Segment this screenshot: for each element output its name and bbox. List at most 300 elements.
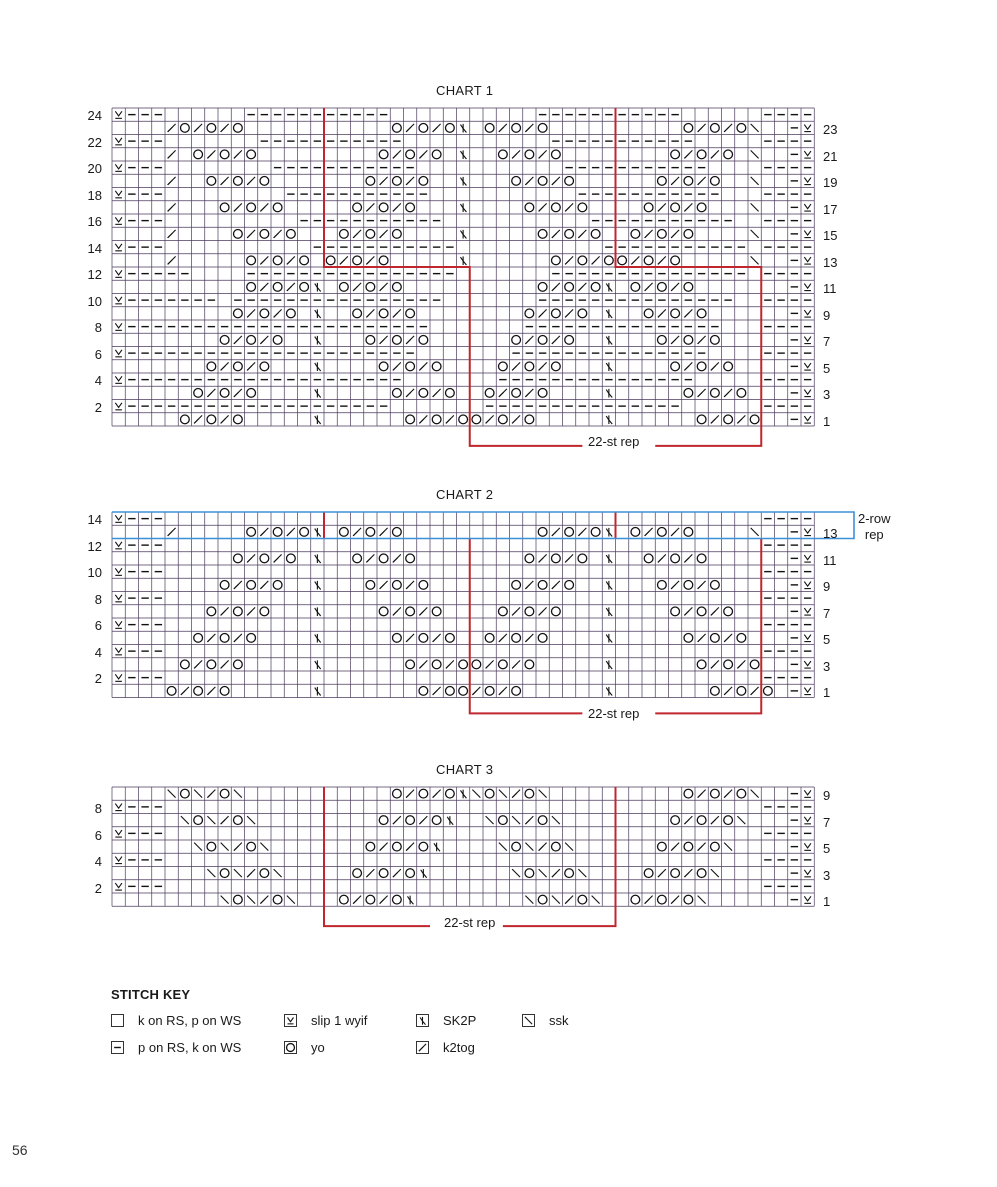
k2tog-icon [539,203,547,211]
yarn-over-icon [658,283,667,292]
row-number: 9 [823,307,831,323]
yarn-over-icon [446,789,455,798]
k2tog-icon [433,634,441,642]
yarn-over-icon [684,895,693,904]
sk2p-icon [407,896,413,905]
yarn-over-icon [671,869,680,878]
yarn-over-icon [247,256,256,265]
k2tog-icon [221,607,229,615]
yarn-over-icon [485,124,494,133]
k2tog-icon [658,869,666,877]
k2tog-icon [512,150,520,158]
yarn-over-icon [419,687,428,696]
k2tog-icon [260,203,268,211]
k2tog-icon [684,203,692,211]
dash-symbol-icon [111,1041,124,1054]
ssk-icon [287,896,295,904]
sk2p-icon [606,687,612,696]
yarn-over-icon [671,150,680,159]
slip-wyif-icon [804,688,811,695]
yarn-over-icon [234,177,243,186]
k2tog-icon [698,336,706,344]
yarn-over-icon [234,895,243,904]
k2tog-icon [711,415,719,423]
ssk-icon [552,896,560,904]
k2tog-icon [393,362,401,370]
sk2p-icon [315,389,321,398]
yarn-over-icon [671,607,680,616]
yarn-over-icon [658,528,667,537]
slip-wyif-icon [115,542,122,549]
k2tog-icon [168,203,176,211]
row-number: 1 [823,413,831,429]
slip-wyif-icon [804,582,811,589]
yarn-over-icon [273,203,282,212]
ssk-icon [234,790,242,798]
slip-wyif-icon [804,635,811,642]
row-number: 15 [823,228,838,243]
k2tog-icon [658,554,666,562]
row-number: 2 [94,671,102,686]
yarn-over-icon [525,309,534,318]
k2tog-icon [724,790,732,798]
sk2p-icon [315,634,321,643]
row-number: 8 [94,801,102,816]
slip-wyif-icon [115,403,122,410]
yarn-over-icon [525,607,534,616]
yarn-over-icon [393,389,402,398]
k2tog-icon [539,554,547,562]
yarn-over-icon [525,660,534,669]
yarn-over-icon [737,634,746,643]
yarn-over-icon [393,581,402,590]
yarn-over-icon [711,389,720,398]
sk2p-icon [606,389,612,398]
k2tog-icon [525,634,533,642]
k2tog-icon [565,309,573,317]
yarn-over-icon [499,415,508,424]
yarn-over-icon [671,362,680,371]
k2tog-icon [406,389,414,397]
k2tog-icon [658,309,666,317]
yarn-over-icon [512,389,521,398]
yarn-over-icon [393,528,402,537]
yarn-over-icon [406,415,415,424]
row-number: 3 [823,387,831,402]
yarn-over-icon [591,230,600,239]
yarn-over-icon [446,687,455,696]
k2tog-icon [565,554,573,562]
yarn-over-icon [750,415,759,424]
ssk-icon [168,790,176,798]
yarn-over-icon [234,554,243,563]
yarn-over-icon [737,124,746,133]
stitch-key-item [284,1013,367,1028]
row-number: 3 [823,867,831,883]
yarn-over-icon [538,816,547,825]
k2tog-icon [552,230,560,238]
yarn-over-icon [247,842,256,851]
ssk-symbol-icon [522,1014,535,1027]
row-number: 10 [87,565,102,580]
ssk-icon [499,790,507,798]
yarn-over-icon [326,256,335,265]
k2tog-icon [393,869,401,877]
ssk-icon [512,816,520,824]
k2tog-icon [539,362,547,370]
ssk-icon [565,843,573,851]
k2tog-icon [287,283,295,291]
yarn-over-icon [552,309,561,318]
k2tog-icon [168,256,176,264]
k2tog-icon [512,415,520,423]
yarn-over-icon [684,283,693,292]
yarn-over-icon [578,554,587,563]
slip-wyif-icon [115,323,122,330]
k2tog-icon [194,124,202,132]
yarn-over-icon [406,362,415,371]
yarn-over-icon [684,230,693,239]
k2tog-icon [684,362,692,370]
ssk-icon [260,843,268,851]
yarn-over-icon [671,203,680,212]
chart-1-title: CHART 1 [436,83,494,98]
yarn-over-icon [684,177,693,186]
k2tog-icon [247,230,255,238]
yarn-over-icon [697,150,706,159]
yarn-over-icon [366,842,375,851]
yarn-over-icon [379,150,388,159]
yarn-over-icon [644,309,653,318]
stitch-key-item [111,1013,241,1028]
ssk-icon [194,843,202,851]
k2tog-icon [698,581,706,589]
k2tog-icon [207,790,215,798]
yarn-over-icon [724,816,733,825]
yarn-over-icon [393,842,402,851]
row-number: 23 [823,122,838,137]
row-repeat-line-1: 2-row [858,511,891,526]
k2tog-icon [578,283,586,291]
k2tog-icon [181,687,189,695]
k2tog-icon [525,177,533,185]
ssk-icon [592,896,600,904]
k2tog-icon [499,634,507,642]
k2tog-icon [711,150,719,158]
yarn-over-icon [194,150,203,159]
stitch-key-item [416,1013,476,1028]
k2tog-icon [499,687,507,695]
k2tog-icon [552,177,560,185]
k2tog-icon [658,256,666,264]
k2tog-icon [366,309,374,317]
k2tog-icon [221,177,229,185]
k2tog-icon [380,528,388,536]
yarn-over-icon [512,842,521,851]
yarn-over-icon [220,336,229,345]
k2tog-icon [525,581,533,589]
yarn-over-icon [353,869,362,878]
yarn-over-icon [353,309,362,318]
row-number: 6 [94,346,102,362]
yarn-over-icon [432,150,441,159]
row-number: 7 [823,605,831,621]
ssk-icon [525,896,533,904]
yarn-over-icon [247,389,256,398]
k2tog-icon [419,1044,426,1051]
yarn-over-icon [538,528,547,537]
k2tog-icon [552,283,560,291]
k2tog-icon [168,230,176,238]
yarn-over-icon [485,634,494,643]
yarn-over-icon [220,687,229,696]
yarn-over-icon [499,150,508,159]
slip-wyif-icon [804,257,811,264]
row-number: 11 [823,552,837,568]
chart-1-grid [112,108,816,448]
yarn-over-icon [552,554,561,563]
k2tog-icon [287,256,295,264]
k2tog-icon [645,283,653,291]
sk2p-icon [315,687,321,696]
ssk-icon [751,230,759,238]
yarn-over-icon [220,389,229,398]
yarn-over-icon [234,309,243,318]
k2tog-icon [433,687,441,695]
sk2p-icon [460,150,466,159]
yarn-over-icon [419,634,428,643]
yarn-over-icon [565,283,574,292]
k2tog-icon [406,634,414,642]
k2tog-icon [724,634,732,642]
yarn-over-icon [485,789,494,798]
yarn-over-icon [181,415,190,424]
k2tog-icon [380,177,388,185]
yarn-over-icon [750,660,759,669]
k2tog-icon [684,816,692,824]
yarn-over-icon [591,528,600,537]
row-number: 4 [94,373,102,388]
stitch-key-item [284,1040,325,1055]
row-number: 2 [94,880,102,896]
k2tog-icon [234,203,242,211]
yarn-over-icon [432,607,441,616]
slip-wyif-icon [115,804,122,811]
yarn-over-icon [194,687,203,696]
yarn-over-icon [525,789,534,798]
slip-wyif-icon [115,350,122,357]
sk2p-icon [606,528,612,537]
ssk-icon [525,1017,532,1024]
yarn-over-icon [552,842,561,851]
ssk-icon [737,816,745,824]
yarn-over-icon [220,581,229,590]
row-number: 20 [87,161,102,176]
sk2p-icon [315,660,321,669]
yarn-over-icon [697,415,706,424]
slip-wyif-icon [288,1018,294,1024]
yarn-over-icon [644,203,653,212]
yarn-over-icon [631,230,640,239]
row-number: 12 [87,267,102,282]
row-number: 9 [823,579,831,594]
yarn-over-icon [194,634,203,643]
yarn-over-icon [538,634,547,643]
k2tog-icon [724,687,732,695]
yarn-over-icon [658,842,667,851]
yarn-over-icon [684,389,693,398]
sk2p-icon [460,230,466,239]
k2tog-icon [671,283,679,291]
k2tog-icon [419,362,427,370]
row-number: 4 [94,644,102,660]
sk2p-icon [315,528,321,537]
yarn-over-icon [247,581,256,590]
yarn-over-icon [432,415,441,424]
yarn-over-icon [538,895,547,904]
slip-wyif-icon [804,390,811,397]
k2tog-icon [472,687,480,695]
yarn-over-icon [711,687,720,696]
yarn-over-icon [194,816,203,825]
k2tog-icon [711,607,719,615]
k2tog-icon [645,528,653,536]
k2tog-icon [366,869,374,877]
sk2p-icon [421,869,427,878]
yarn-over-icon [379,203,388,212]
row-number: 10 [87,293,102,309]
k2tog-icon [565,203,573,211]
yarn-over-icon [300,283,309,292]
yarn-over-icon [459,660,468,669]
k2tog-icon [684,869,692,877]
k2tog-icon [539,607,547,615]
k2tog-icon [512,790,520,798]
k2tog-icon [260,528,268,536]
sk2p-icon [315,607,321,616]
ssk-icon [539,790,547,798]
ssk-icon [751,256,759,264]
yarn-over-icon [366,895,375,904]
yarn-over-icon [220,869,229,878]
yarn-over-icon [565,336,574,345]
yarn-over-icon [684,789,693,798]
k2tog-icon [737,660,745,668]
yarn-over-icon [684,842,693,851]
sk2p-symbol-icon [416,1014,429,1027]
yarn-over-icon [366,177,375,186]
yarn-over-icon [340,528,349,537]
grid-lines [112,512,814,698]
k2tog-icon [393,150,401,158]
yarn-over-icon [711,336,720,345]
k2tog-icon [393,203,401,211]
slip-wyif-icon [804,843,811,850]
yarn-over-icon [499,607,508,616]
row-number: 14 [87,240,102,256]
yarn-over-icon [419,389,428,398]
yarn-over-icon [260,554,269,563]
k2tog-icon [724,389,732,397]
yarn-over-icon [419,177,428,186]
yarn-over-icon [432,362,441,371]
yarn-over-icon [379,869,388,878]
k2tog-icon [168,150,176,158]
k2tog-icon [247,177,255,185]
yarn-over-icon [472,415,481,424]
yarn-over-icon [512,124,521,133]
k2tog-icon [446,415,454,423]
yarn-over-icon [658,581,667,590]
yarn-over-icon [194,389,203,398]
k2tog-icon [380,581,388,589]
yarn-over-icon [260,362,269,371]
k2tog-icon [525,389,533,397]
yarn-over-icon [697,203,706,212]
yarn-over-icon [419,789,428,798]
slip-wyif-icon [115,376,122,383]
yarn-over-icon [207,124,216,133]
yarn-over-icon [711,842,720,851]
yarn-over-icon [393,124,402,133]
k2tog-icon [366,256,374,264]
sk2p-icon [606,283,612,292]
k2tog-icon [353,283,361,291]
row-number: 5 [823,360,831,376]
yarn-over-icon [684,124,693,133]
k2tog-icon [168,528,176,536]
ssk-icon [698,896,706,904]
yarn-over-icon [340,283,349,292]
yarn-over-icon [724,415,733,424]
yarn-over-icon [499,660,508,669]
k2tog-icon [393,309,401,317]
ssk-icon [247,816,255,824]
yarn-over-icon [525,415,534,424]
yarn-over-icon [234,607,243,616]
k2tog-icon [406,790,414,798]
yarn-over-icon [565,528,574,537]
slip-wyif-icon [804,416,811,423]
slip-wyif-icon [804,555,811,562]
row-number: 2 [94,399,102,415]
k2tog-icon [525,816,533,824]
k2tog-icon [592,256,600,264]
yarn-over-icon [393,895,402,904]
yarn-over-icon [605,256,614,265]
k2tog-icon [274,230,282,238]
yarn-over-icon [671,309,680,318]
k2tog-icon [512,362,520,370]
yarn-over-icon [658,230,667,239]
k2tog-icon [698,843,706,851]
yarn-over-icon [207,660,216,669]
k2tog-icon [366,203,374,211]
k2tog-icon [353,528,361,536]
chart-2-repeat-outline [324,512,761,713]
slip-wyif-icon [804,204,811,211]
yarn-over-icon [393,336,402,345]
slip-wyif-icon [115,244,122,251]
yarn-over-icon [499,816,508,825]
yarn-over-icon [379,362,388,371]
yarn-over-icon [181,124,190,133]
k2tog-icon [724,124,732,132]
k2tog-icon [645,896,653,904]
yarn-over-icon [393,230,402,239]
k2tog-icon [499,124,507,132]
k2tog-icon [671,896,679,904]
